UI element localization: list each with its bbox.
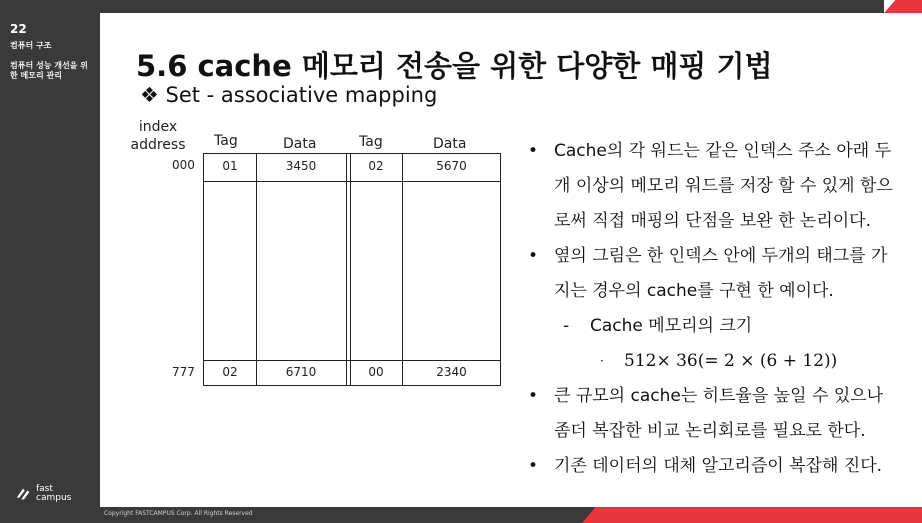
bullet-list — [528, 134, 913, 484]
header-data-1: Data — [283, 136, 317, 152]
formula-item: · 512× 36(= 2 × (6 + 12)) — [528, 344, 913, 379]
bullet-line: 옆의 그림은 한 인덱스 안에 두개의 태그를 가 — [554, 246, 888, 266]
divider — [256, 154, 257, 385]
bullet-line: 로써 직접 매핑의 단점을 보완 한 논리이다. — [554, 211, 872, 231]
slide-number: 22 — [10, 22, 27, 36]
sidebar — [0, 0, 100, 523]
top-accent — [884, 0, 922, 13]
cell-data1-last: 6710 — [285, 365, 317, 379]
chapter-name: 컴퓨터 성능 개선을 위한 메모리 관리 — [10, 61, 88, 80]
cell-tag1-last: 02 — [222, 365, 238, 379]
bullet-line: 좀더 복잡한 비교 논리회로를 필요로 한다. — [554, 421, 866, 441]
header-tag-2: Tag — [359, 134, 383, 150]
header-data-2: Data — [433, 136, 467, 152]
cell-tag2-last: 00 — [368, 365, 384, 379]
sub-bullet: - Cache 메모리의 크기 — [528, 309, 913, 344]
cell-tag1-first: 01 — [222, 159, 238, 173]
divider — [346, 154, 347, 385]
bullet-line: 개 이상의 메모리 워드를 저장 할 수 있게 함으 — [554, 176, 893, 196]
divider — [350, 154, 351, 385]
divider — [204, 360, 500, 361]
slide-subtitle: ❖ Set - associative mapping — [140, 83, 438, 107]
bullet-line: 기존 데이터의 대체 알고리즘이 복잡해 진다. — [554, 456, 883, 476]
bullet-item: • Cache의 각 워드는 같은 인덱스 주소 아래 두 개 이상의 메모리 워드를 저장 할 수 있게 함으 로써 직접 매핑의 단점을 보완 한 논리이다. — [528, 134, 913, 239]
divider — [204, 181, 500, 182]
slide-title: 5.6 cache 메모리 전송을 위한 다양한 매핑 기법 — [136, 49, 773, 83]
bullet-item: • 큰 규모의 cache는 히트율을 높일 수 있으나 좀더 복잡한 비교 논리회로를 필요로 한다. — [528, 379, 913, 449]
bullet-item: • 기존 데이터의 대체 알고리즘이 복잡해 진다. — [528, 449, 913, 484]
footer-accent — [582, 507, 922, 523]
divider — [402, 154, 403, 385]
formula-text: 512× 36(= 2 × (6 + 12)) — [624, 351, 838, 371]
index-address-header — [128, 118, 188, 154]
cell-tag2-first: 02 — [368, 159, 384, 173]
cell-data2-first: 5670 — [436, 159, 467, 173]
logo-text-line2: campus — [36, 493, 72, 503]
cache-table — [203, 153, 501, 386]
copyright-text: Copyright FASTCAMPUS Corp. All Rights Reserved — [104, 510, 253, 517]
top-bar — [100, 0, 884, 13]
course-name: 컴퓨터 구조 — [10, 41, 52, 50]
bullet-line: 지는 경우의 cache를 구현 한 예이다. — [554, 281, 834, 301]
cell-data2-last: 2340 — [436, 365, 467, 379]
sub-bullet-text: Cache 메모리의 크기 — [590, 316, 753, 336]
row-index-last: 777 — [172, 365, 195, 379]
bullet-line: 큰 규모의 cache는 히트율을 높일 수 있으나 — [554, 386, 884, 406]
cell-data1-first: 3450 — [285, 159, 317, 173]
index-header-line1: index — [138, 119, 178, 135]
logo-mark-icon — [14, 485, 32, 503]
bullet-item: • 옆의 그림은 한 인덱스 안에 두개의 태그를 가 지는 경우의 cache를 구현 한 예이다. — [528, 239, 913, 309]
header-tag-1: Tag — [214, 133, 238, 149]
index-header-line2: address — [130, 137, 186, 153]
row-index-first: 000 — [172, 158, 195, 172]
bullet-line: Cache의 각 워드는 같은 인덱스 주소 아래 두 — [554, 141, 892, 161]
fastcampus-logo — [14, 485, 71, 503]
logo-text-line1: fast — [36, 484, 53, 494]
